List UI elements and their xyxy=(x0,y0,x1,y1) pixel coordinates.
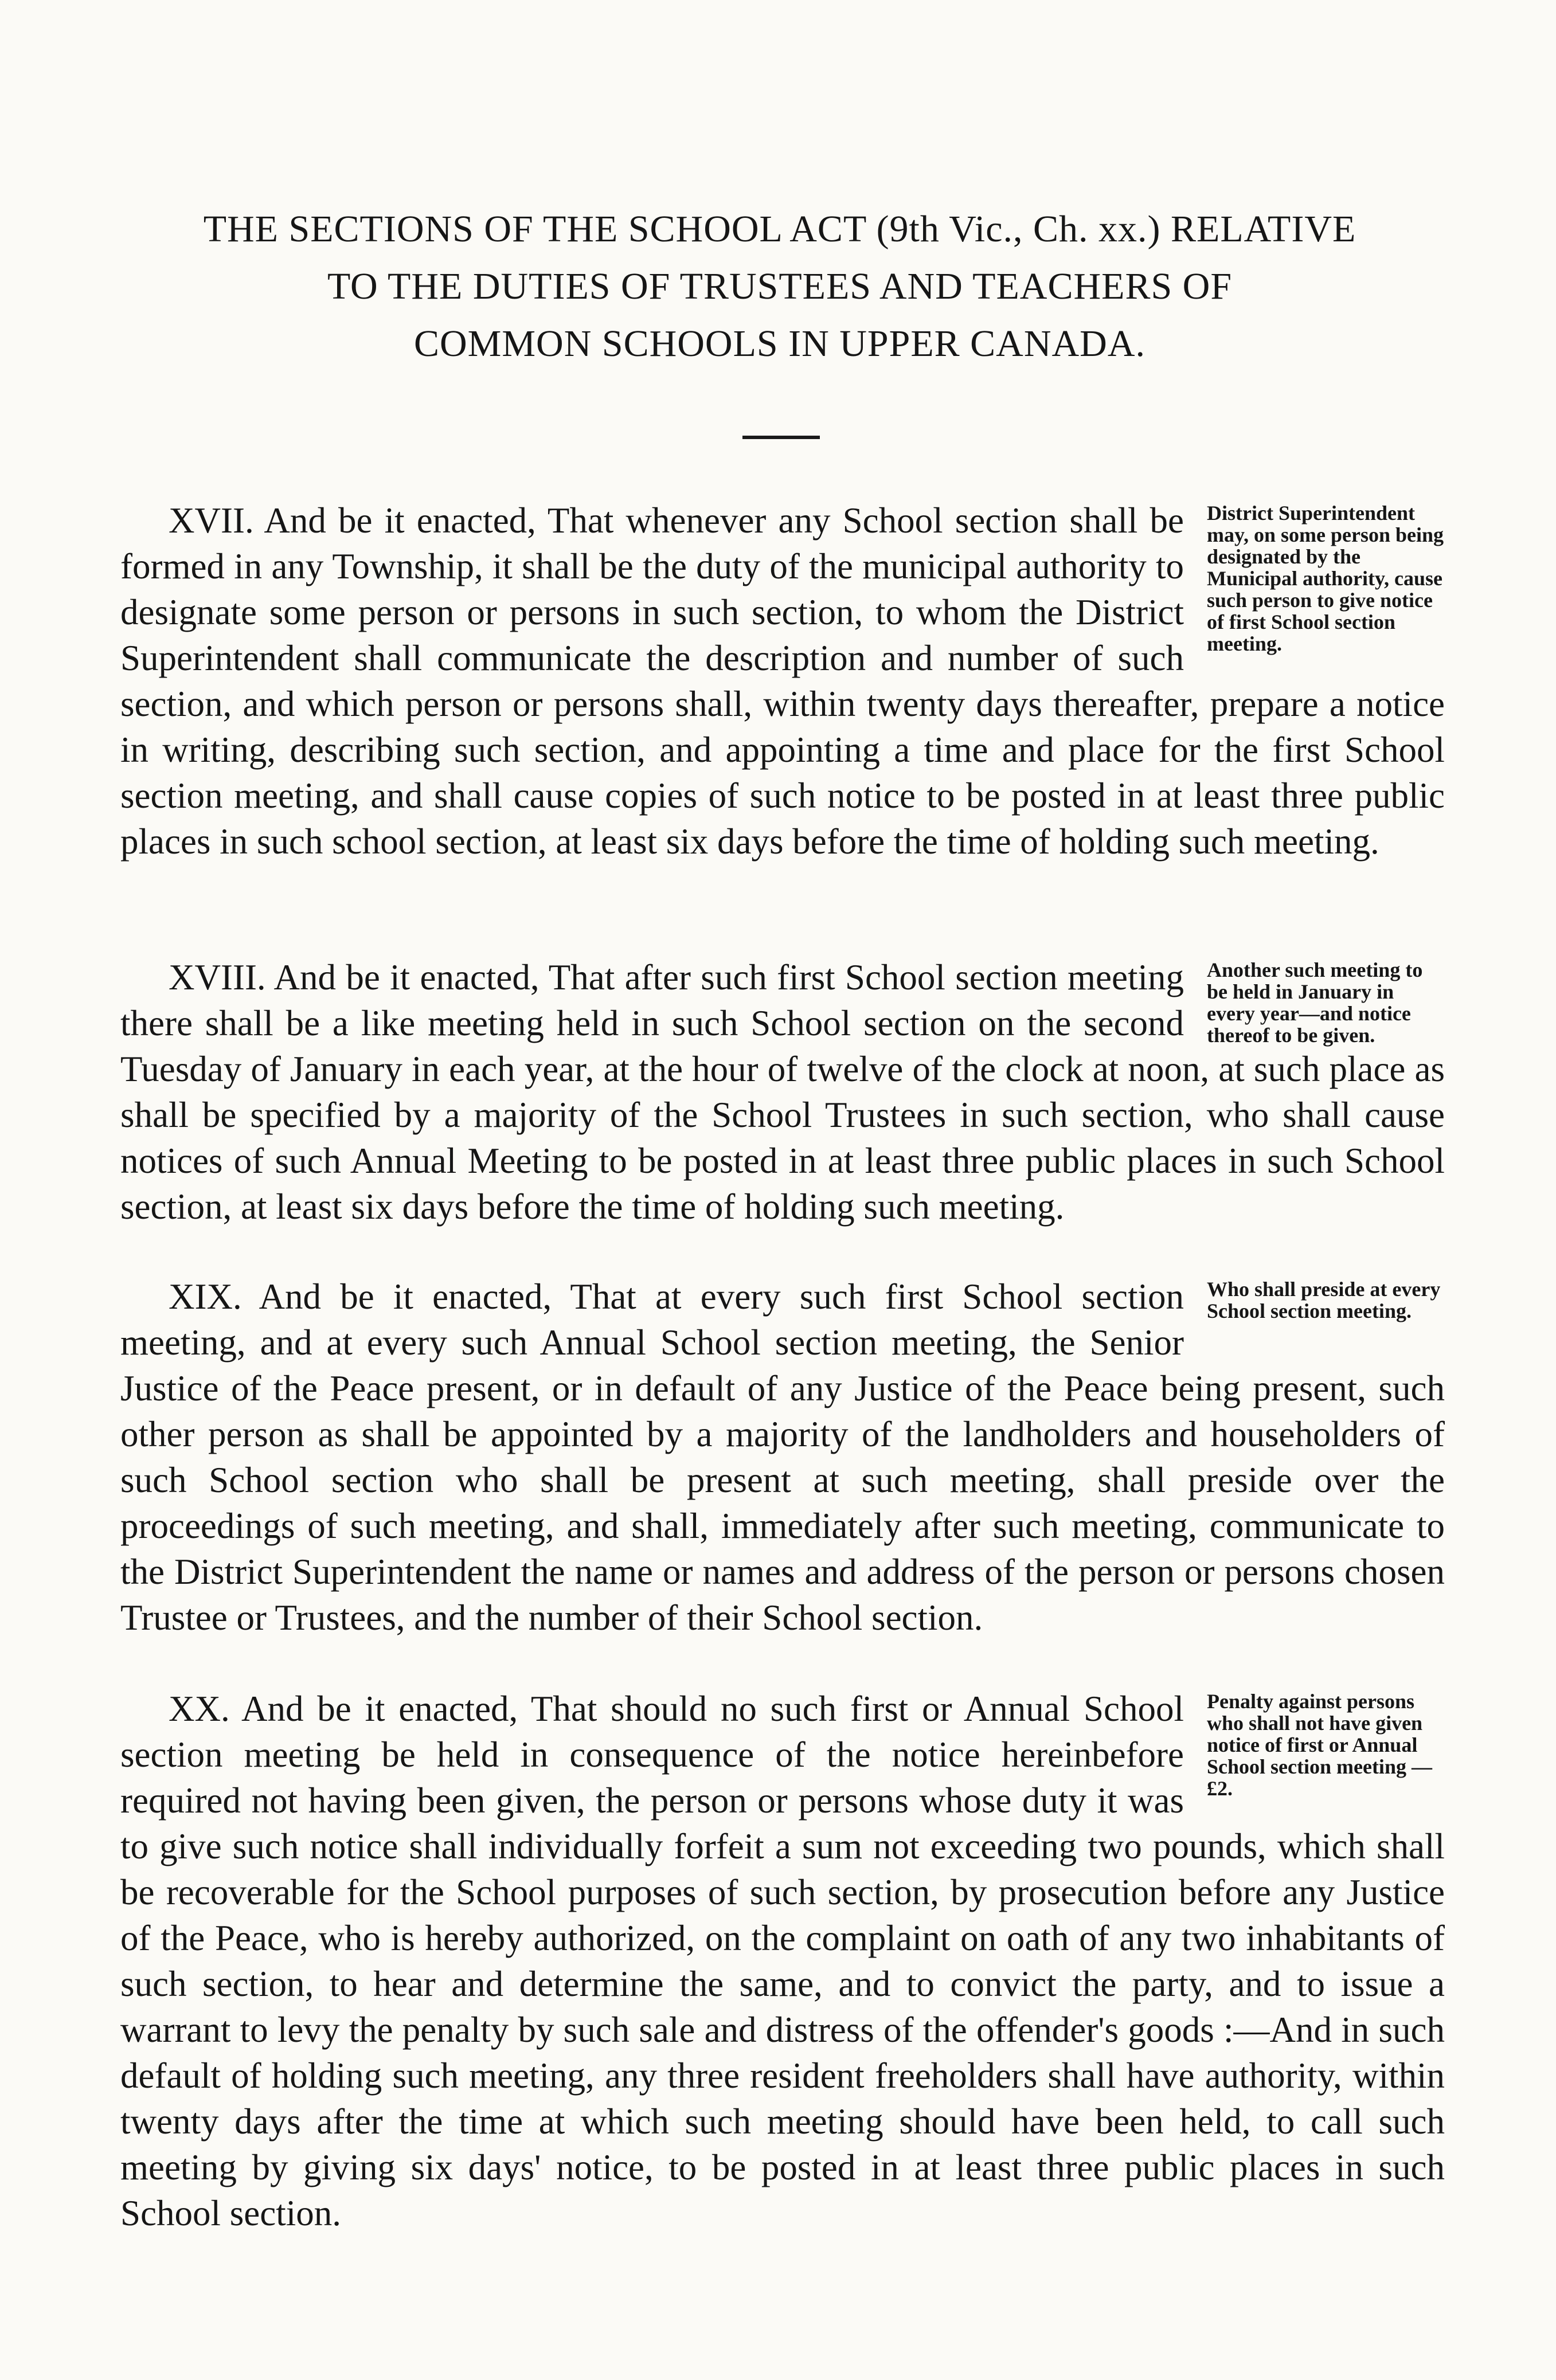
side-note-xviii: Another such meeting to be held in January in every year—and notice thereof to be given. xyxy=(1207,958,1423,1047)
title-line-1: THE SECTIONS OF THE SCHOOL ACT (9th Vic., Ch. xx.) RELATIVE xyxy=(203,208,1356,250)
section-xviii xyxy=(120,954,1445,1230)
document-title xyxy=(86,201,1473,373)
section-number-xix: XIX. xyxy=(169,1277,242,1317)
section-number-xx: XX. xyxy=(169,1689,230,1729)
section-xix xyxy=(120,1274,1445,1641)
title-line-3: COMMON SCHOOLS IN UPPER CANADA. xyxy=(413,323,1146,365)
side-note-xx: Penalty against persons who shall not have given notice of first or Annual School section meeting —£2. xyxy=(1207,1690,1432,1800)
section-xx xyxy=(120,1686,1445,2236)
title-divider xyxy=(742,436,820,439)
section-number-xviii: XVIII. xyxy=(169,957,266,997)
section-number-xvii: XVII. xyxy=(169,500,254,541)
section-text-xx: And be it enacted, That should no such first or Annual School section meeting be held in consequence of the notice hereinbefore required not having been given, the person or persons whose duty it was to give such notice shall individually forfeit a sum not exceeding two pounds, which shall be recoverable for the School purposes of such section, by prosecution before any Justice of the Peace, who is hereby authorized, on the complaint on oath of any two inhabitants of such section, to hear and determine the same, and to convict the party, and to issue a warrant to levy the penalty by such sale and distress of the offender's goods :—And in such default of holding such meeting, any three resident freeholders shall have authority, within twenty days after the time at which such meeting should have been held, to call such meeting by giving six days' notice, to be posted in at least three public places in such School section. xyxy=(120,1689,1445,2233)
section-text-xix: And be it enacted, That at every such first School section meeting, and at every such Annual School section meeting, the Senior Justice of the Peace present, or in default of any Justice of the Peace being present, such other person as shall be appointed by a majority of the landholders and householders of such School section who shall be present at such meeting, shall preside over the proceedings of such meeting, and shall, immediately after such meeting, communicate to the District Superintendent the name or names and address of the person or persons chosen Trustee or Trustees, and the number of their School section. xyxy=(120,1277,1445,1638)
side-note-xvii: District Superintendent may, on some person being designated by the Municipal authority, cause such person to give notice of first School section meeting. xyxy=(1207,502,1444,655)
section-text-xvii: And be it enacted, That whenever any School section shall be formed in any Township, it shall be the duty of the municipal authority to designate some person or persons in such section, to whom the District Superintendent shall communicate the description and number of such section, and which person or persons shall, within twenty days thereafter, prepare a notice in writing, describing such section, and appointing a time and place for the first School section meeting, and shall cause copies of such notice to be posted in at least three public places in such school section, at least six days before the time of holding such meeting. xyxy=(120,500,1445,862)
section-text-xviii: And be it enacted, That after such first School section meeting there shall be a like meeting held in such School section on the second Tuesday of January in each year, at the hour of twelve of the clock at noon, at such place as shall be specified by a majority of the School Trustees in such section, who shall cause notices of such Annual Meeting to be posted in at least three public places in such School section, at least six days before the time of holding such meeting. xyxy=(120,957,1445,1227)
section-xvii xyxy=(120,498,1445,864)
title-line-2: TO THE DUTIES OF TRUSTEES AND TEACHERS OF xyxy=(327,265,1233,307)
section-body-xix xyxy=(120,1274,1445,1641)
side-note-xix: Who shall preside at every School section meeting. xyxy=(1207,1278,1441,1322)
